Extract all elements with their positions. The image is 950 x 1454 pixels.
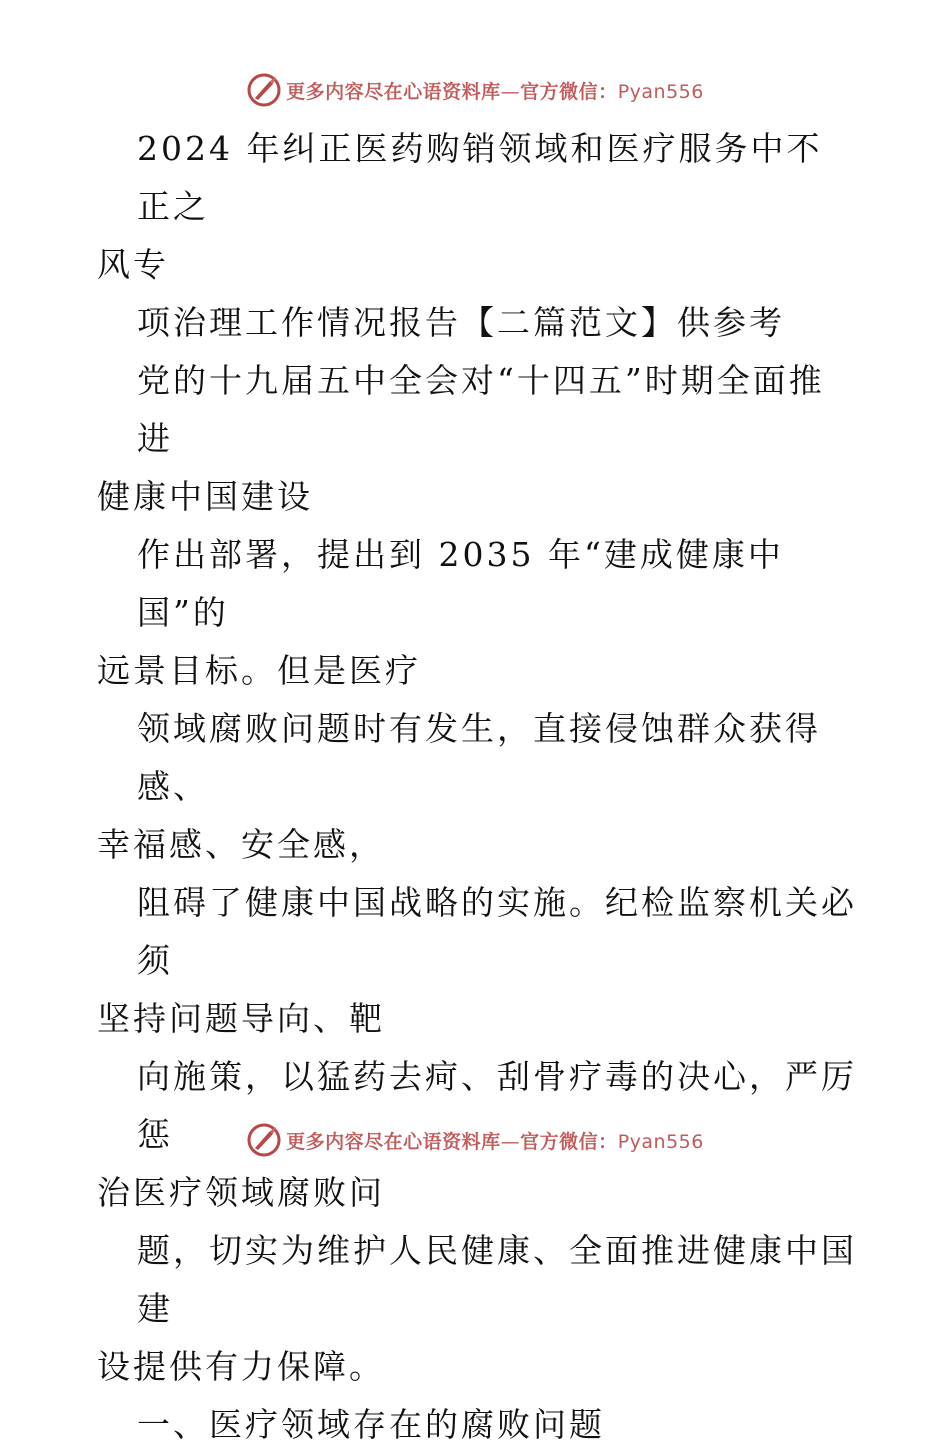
doc-line-8: 领域腐败问题时有发生，直接侵蚀群众获得感、 (137, 709, 821, 806)
doc-line-16: 一、医疗领域存在的腐败问题 (137, 1405, 605, 1444)
watermark-text (286, 77, 704, 104)
doc-line-10: 阻碍了健康中国战略的实施。纪检监察机关必须 (137, 883, 857, 980)
doc-line-1: 2024 年纠正医药购销领域和医疗服务中不正之 (137, 129, 823, 226)
doc-line-15: 设提供有力保障。 (97, 1347, 385, 1386)
watermark-dash: — (500, 1130, 521, 1153)
watermark-text (286, 1127, 704, 1154)
watermark-wechat-label: 官方微信： (520, 80, 618, 103)
doc-line-7: 远景目标。但是医疗 (97, 651, 421, 690)
document-body (97, 120, 857, 1454)
quill-logo-icon (246, 1122, 282, 1158)
doc-line-13: 治医疗领域腐败问 (97, 1173, 385, 1212)
doc-line-11: 坚持问题导向、靶 (97, 999, 385, 1038)
footer-watermark (0, 1120, 950, 1160)
doc-line-3: 项治理工作情况报告【二篇范文】供参考 (137, 303, 785, 342)
watermark-slogan: 更多内容尽在心语资料库 (286, 1130, 501, 1153)
doc-line-14: 题，切实为维护人民健康、全面推进健康中国建 (137, 1231, 857, 1328)
doc-line-9: 幸福感、安全感， (97, 825, 385, 864)
watermark-wechat-label: 官方微信： (520, 1130, 618, 1153)
quill-logo-icon (246, 72, 282, 108)
watermark-slogan: 更多内容尽在心语资料库 (286, 80, 501, 103)
watermark-wechat-id: Pyan556 (617, 1130, 704, 1153)
doc-line-4: 党的十九届五中全会对“十四五”时期全面推进 (137, 361, 825, 458)
doc-line-5: 健康中国建设 (97, 477, 313, 516)
watermark-dash: — (500, 80, 521, 103)
doc-line-6: 作出部署，提出到 2035 年“建成健康中国”的 (137, 535, 784, 632)
watermark-wechat-id: Pyan556 (617, 80, 704, 103)
header-watermark (0, 70, 950, 110)
doc-line-2: 风专 (97, 245, 169, 284)
doc-line-12: 向施策，以猛药去疴、刮骨疗毒的决心，严厉惩 (137, 1057, 857, 1154)
